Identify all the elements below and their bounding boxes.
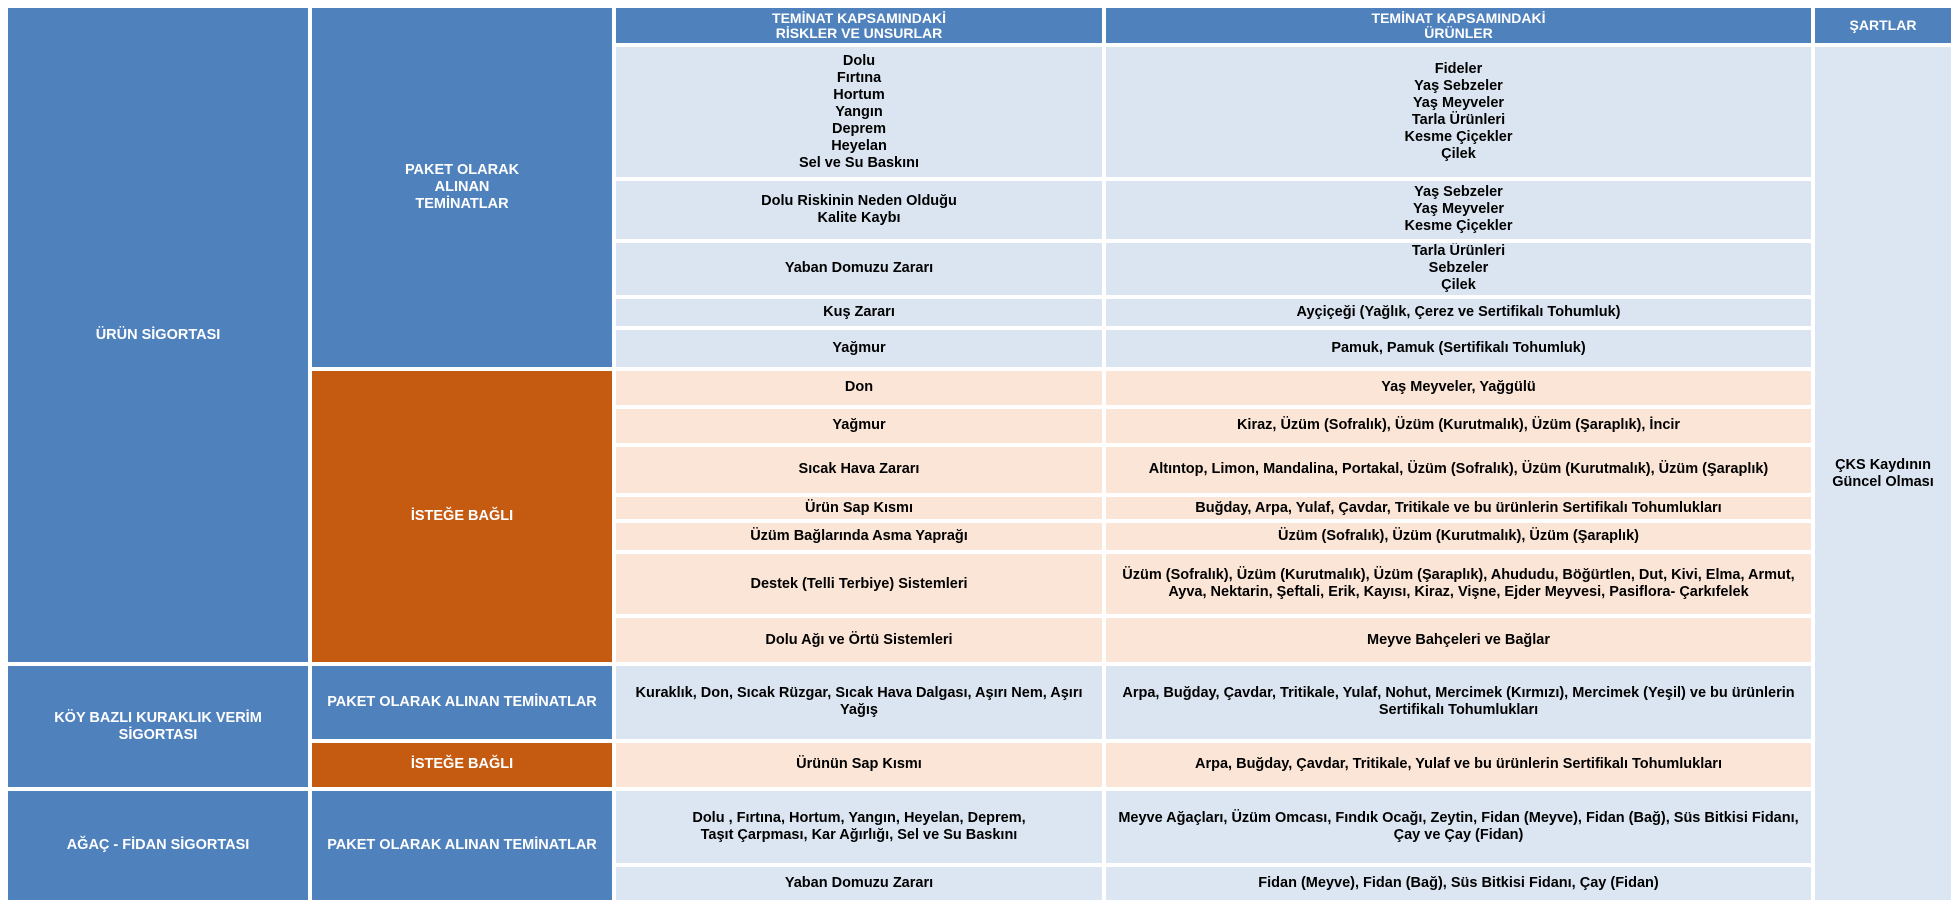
product-cell: Yaş Sebzeler Yaş Meyveler Kesme Çiçekler — [1106, 181, 1811, 238]
group-cell — [312, 8, 612, 367]
conditions-cell: ÇKS Kaydının Güncel Olması — [1815, 47, 1951, 900]
group-cell — [312, 666, 612, 738]
risk-cell: Yaban Domuzu Zararı — [616, 867, 1102, 900]
group-cell — [312, 791, 612, 900]
product-cell: Pamuk, Pamuk (Sertifikalı Tohumluk) — [1106, 330, 1811, 367]
risk-cell: Üzüm Bağlarında Asma Yaprağı — [616, 523, 1102, 550]
risk-cell: Ürün Sap Kısmı — [616, 497, 1102, 519]
section-cell — [8, 791, 308, 900]
section-label: AĞAÇ - FİDAN SİGORTASI — [66, 836, 250, 853]
risk-cell: Dolu Riskinin Neden Olduğu Kalite Kaybı — [616, 181, 1102, 238]
product-cell: Üzüm (Sofralık), Üzüm (Kurutmalık), Üzüm (Şaraplık), Ahududu, Böğürtlen, Dut, Kivi, Elma, Armut, Ayva, Nektarin, Şeftali, Erik, Kayısı, Kiraz, Vişne, Ejder Meyvesi, Pasiflora- Çarkıfelek — [1106, 554, 1811, 614]
product-cell: Buğday, Arpa, Yulaf, Çavdar, Tritikale ve bu ürünlerin Sertifikalı Tohumlukları — [1106, 497, 1811, 519]
product-cell: Yaş Meyveler, Yağgülü — [1106, 371, 1811, 405]
product-cell: Kiraz, Üzüm (Sofralık), Üzüm (Kurutmalık), Üzüm (Şaraplık), İncir — [1106, 409, 1811, 443]
risk-cell: Yağmur — [616, 330, 1102, 367]
table-row — [8, 791, 1951, 863]
section-label: KÖY BAZLI KURAKLIK VERİM SİGORTASI — [54, 709, 262, 743]
product-cell: Tarla Ürünleri Sebzeler Çilek — [1106, 243, 1811, 295]
product-cell: Fidan (Meyve), Fidan (Bağ), Süs Bitkisi Fidanı, Çay (Fidan) — [1106, 867, 1811, 900]
product-cell: Arpa, Buğday, Çavdar, Tritikale, Yulaf, Nohut, Mercimek (Kırmızı), Mercimek (Yeşil) ve bu ürünlerin Sertifikalı Tohumlukları — [1106, 666, 1811, 738]
risk-cell: Dolu Ağı ve Örtü Sistemleri — [616, 618, 1102, 662]
product-cell: Altıntop, Limon, Mandalina, Portakal, Üzüm (Sofralık), Üzüm (Kurutmalık), Üzüm (Şaraplık) — [1106, 447, 1811, 493]
risk-cell: Kuraklık, Don, Sıcak Rüzgar, Sıcak Hava Dalgası, Aşırı Nem, Aşırı Yağış — [616, 666, 1102, 738]
product-cell: Fideler Yaş Sebzeler Yaş Meyveler Tarla Ürünleri Kesme Çiçekler Çilek — [1106, 47, 1811, 177]
group-label: PAKET OLARAK ALINAN TEMİNATLAR — [327, 836, 597, 853]
risk-cell: Sıcak Hava Zararı — [616, 447, 1102, 493]
header-products: TEMİNAT KAPSAMINDAKİ ÜRÜNLER — [1106, 8, 1811, 43]
group-label: PAKET OLARAK ALINAN TEMİNATLAR — [327, 693, 597, 710]
risk-cell: Dolu , Fırtına, Hortum, Yangın, Heyelan, Deprem, Taşıt Çarpması, Kar Ağırlığı, Sel ve Su Baskını — [616, 791, 1102, 863]
group-label: PAKET OLARAK ALINAN TEMİNATLAR — [404, 161, 520, 212]
risk-cell: Yağmur — [616, 409, 1102, 443]
group-cell — [312, 371, 612, 663]
risk-cell: Kuş Zararı — [616, 299, 1102, 326]
header-row — [8, 8, 1951, 43]
header-risks: TEMİNAT KAPSAMINDAKİ RİSKLER VE UNSURLAR — [616, 8, 1102, 43]
risk-cell: Don — [616, 371, 1102, 405]
section-label: ÜRÜN SİGORTASI — [95, 326, 221, 343]
risk-cell: Dolu Fırtına Hortum Yangın Deprem Heyelan Sel ve Su Baskını — [616, 47, 1102, 177]
coverage-table — [4, 4, 1955, 904]
group-label: İSTEĞE BAĞLI — [410, 508, 514, 525]
product-cell: Üzüm (Sofralık), Üzüm (Kurutmalık), Üzüm (Şaraplık) — [1106, 523, 1811, 550]
group-cell — [312, 743, 612, 787]
risk-cell: Yaban Domuzu Zararı — [616, 243, 1102, 295]
header-conditions: ŞARTLAR — [1815, 8, 1951, 43]
header-empty-section — [8, 8, 308, 662]
product-cell: Ayçiçeği (Yağlık, Çerez ve Sertifikalı Tohumluk) — [1106, 299, 1811, 326]
risk-cell: Ürünün Sap Kısmı — [616, 743, 1102, 787]
table-row — [8, 666, 1951, 738]
section-cell — [8, 666, 308, 786]
risk-cell: Destek (Telli Terbiye) Sistemleri — [616, 554, 1102, 614]
product-cell: Arpa, Buğday, Çavdar, Tritikale, Yulaf ve bu ürünlerin Sertifikalı Tohumlukları — [1106, 743, 1811, 787]
product-cell: Meyve Bahçeleri ve Bağlar — [1106, 618, 1811, 662]
group-label: İSTEĞE BAĞLI — [410, 756, 514, 773]
product-cell: Meyve Ağaçları, Üzüm Omcası, Fındık Ocağı, Zeytin, Fidan (Meyve), Fidan (Bağ), Süs Bitkisi Fidanı, Çay ve Çay (Fidan) — [1106, 791, 1811, 863]
